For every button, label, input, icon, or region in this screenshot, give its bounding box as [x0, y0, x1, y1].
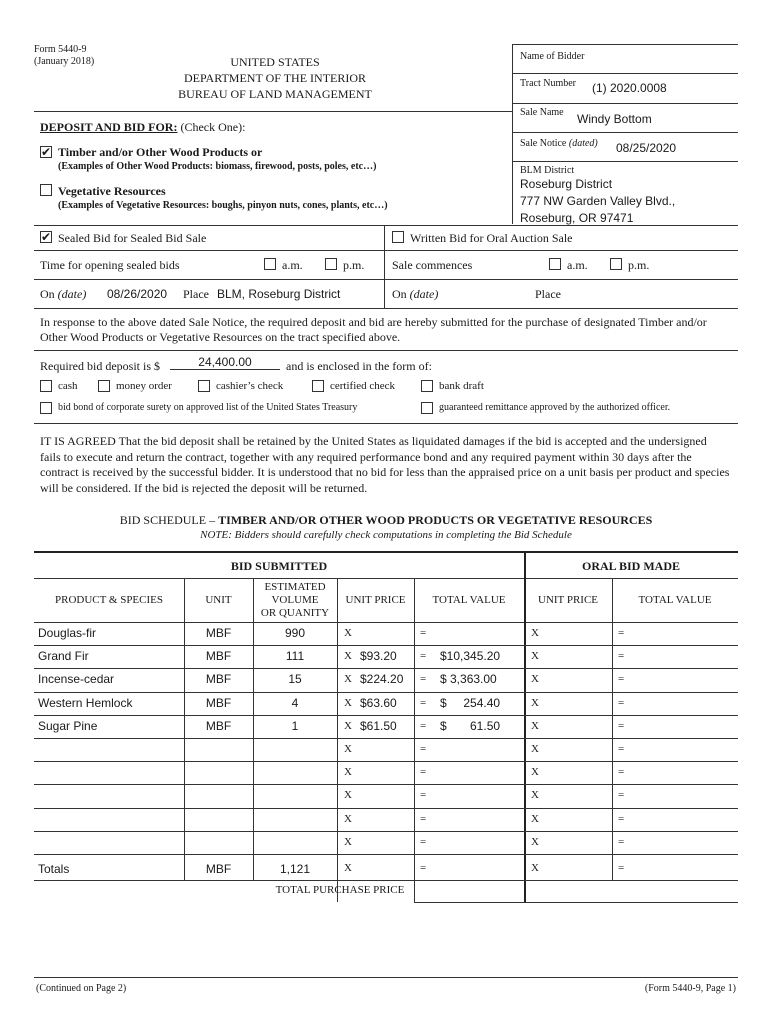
time-opening-label: Time for opening sealed bids — [40, 258, 180, 272]
totals-eq-mark: = — [420, 862, 427, 874]
guaranteed-remittance-label: guaranteed remittance approved by the authorized officer. — [439, 402, 671, 413]
opening-am-checkbox[interactable] — [264, 258, 276, 270]
agreed-text: IT IS AGREED That the bid deposit shall be retained by the United States as liquidated damages if the bid is accepted and the undersigned fails to execute and return the contract, together with any required performance bond and any required payment within 30 days after the contract is received by the successful bidder. It is understood that no bid for less than the appraised price on a unit basis per product and species will be considered. If the bid is rejected the deposit will be returned. — [40, 434, 730, 495]
vegetative-examples: (Examples of Vegetative Resources: boughs, pinyon nuts, cones, plants, etc…) — [58, 200, 388, 211]
row-eq-mark: = — [420, 697, 427, 709]
opening-am-label: a.m. — [282, 258, 303, 272]
row-unit-price[interactable]: $93.20 — [360, 649, 397, 663]
commences-am-checkbox[interactable] — [549, 258, 561, 270]
col-unit-price-header: UNIT PRICE — [345, 594, 406, 606]
col-total-value-header: TOTAL VALUE — [432, 594, 506, 606]
col-volume-line-1: ESTIMATED — [264, 581, 326, 593]
row-total-value[interactable]: $ 3,363.00 — [440, 672, 497, 686]
totals-oral-x-mark: X — [531, 862, 539, 874]
row-x-mark: X — [344, 836, 352, 848]
sealed-bid-label: Sealed Bid for Sealed Bid Sale — [58, 231, 207, 245]
row-volume[interactable]: 1 — [291, 719, 299, 733]
row-x-mark: X — [344, 789, 352, 801]
totals-label: Totals — [38, 862, 70, 876]
totals-oral-eq-mark: = — [618, 862, 625, 874]
form-date: (January 2018) — [34, 56, 95, 67]
row-product[interactable]: Western Hemlock — [38, 696, 133, 710]
row-oral-eq-mark: = — [618, 789, 625, 801]
bidder-name-label: Name of Bidder — [520, 51, 585, 62]
row-eq-mark: = — [420, 789, 427, 801]
row-oral-x-mark: X — [531, 789, 539, 801]
opening-pm-checkbox[interactable] — [325, 258, 337, 270]
row-x-mark: X — [344, 673, 352, 685]
bidder-name-field[interactable] — [600, 51, 735, 67]
tract-number-field[interactable]: (1) 2020.0008 — [592, 81, 667, 95]
continued-note: (Continued on Page 2) — [36, 983, 127, 994]
deposit-heading-label: DEPOSIT AND BID FOR: — [40, 120, 178, 134]
row-oral-x-mark: X — [531, 673, 539, 685]
row-x-mark: X — [344, 627, 352, 639]
page-number: (Form 5440-9, Page 1) — [644, 983, 736, 994]
commences-pm-label: p.m. — [628, 258, 650, 272]
agency-line-1: UNITED STATES — [230, 55, 320, 69]
row-oral-x-mark: X — [531, 650, 539, 662]
cash-checkbox[interactable] — [40, 380, 52, 392]
cashiers-check-checkbox[interactable] — [198, 380, 210, 392]
bid-bond-label: bid bond of corporate surety on approved list of the United States Treasury — [58, 402, 358, 413]
schedule-title-prefix: BID SCHEDULE – — [119, 513, 216, 527]
schedule-note: NOTE: Bidders should carefully check computations in completing the Bid Schedule — [200, 529, 572, 541]
row-oral-eq-mark: = — [618, 650, 625, 662]
opening-pm-label: p.m. — [343, 258, 365, 272]
row-eq-mark: = — [420, 720, 427, 732]
money-order-label: money order — [116, 380, 172, 392]
row-volume[interactable]: 4 — [291, 696, 299, 710]
row-x-mark: X — [344, 720, 352, 732]
form-id: Form 5440-9 — [34, 44, 87, 55]
row-oral-eq-mark: = — [618, 627, 625, 639]
row-eq-mark: = — [420, 836, 427, 848]
col-product-header: PRODUCT & SPECIES — [55, 594, 163, 606]
col-unit-header: UNIT — [205, 594, 232, 606]
row-oral-x-mark: X — [531, 697, 539, 709]
sale-notice-date-field[interactable]: 08/25/2020 — [616, 141, 677, 155]
oral-bid-heading: ORAL BID MADE — [581, 559, 680, 573]
agency-line-2: DEPARTMENT OF THE INTERIOR — [183, 71, 367, 85]
row-eq-mark: = — [420, 627, 427, 639]
row-unit-price[interactable]: $61.50 — [360, 719, 397, 733]
commences-pm-checkbox[interactable] — [610, 258, 622, 270]
row-oral-eq-mark: = — [618, 673, 625, 685]
row-unit[interactable]: MBF — [205, 649, 232, 663]
required-deposit-field[interactable]: 24,400.00 — [170, 355, 280, 370]
row-unit[interactable]: MBF — [205, 696, 232, 710]
response-text: In response to the above dated Sale Notice, the required deposit and bid are hereby submitted for the purchase of designated Timber and/or Other Wood Products or Vegetative Resources on the tract specified above. — [40, 315, 707, 344]
row-eq-mark: = — [420, 650, 427, 662]
cashiers-check-label: cashier’s check — [216, 380, 284, 392]
col-volume-line-2: VOLUME — [271, 594, 319, 606]
row-eq-mark: = — [420, 813, 427, 825]
bid-bond-checkbox[interactable] — [40, 402, 52, 414]
row-oral-eq-mark: = — [618, 743, 625, 755]
row-eq-mark: = — [420, 673, 427, 685]
oral-auction-checkbox[interactable] — [392, 231, 404, 243]
district-line-1: Roseburg District — [520, 177, 613, 191]
place-label: Place — [183, 287, 209, 301]
row-eq-mark: = — [420, 766, 427, 778]
guaranteed-remittance-checkbox[interactable] — [421, 402, 433, 414]
sale-commences-label: Sale commences — [392, 258, 473, 272]
col-volume-header — [253, 581, 337, 620]
tract-number-label: Tract Number — [520, 78, 577, 89]
bid-submitted-heading: BID SUBMITTED — [230, 559, 328, 573]
row-x-mark: X — [344, 813, 352, 825]
row-oral-x-mark: X — [531, 813, 539, 825]
row-x-mark: X — [344, 766, 352, 778]
sale-notice-label: Sale Notice (dated) — [520, 138, 598, 149]
row-unit[interactable]: MBF — [205, 626, 232, 640]
row-oral-x-mark: X — [531, 720, 539, 732]
total-purchase-price-label: TOTAL PURCHASE PRICE — [275, 884, 405, 896]
place-label-oral: Place — [535, 287, 561, 301]
deposit-heading — [40, 120, 245, 135]
row-x-mark: X — [344, 697, 352, 709]
form-id-block — [34, 44, 94, 68]
row-oral-x-mark: X — [531, 766, 539, 778]
row-oral-x-mark: X — [531, 627, 539, 639]
bank-draft-label: bank draft — [439, 380, 484, 392]
row-oral-x-mark: X — [531, 836, 539, 848]
row-oral-x-mark: X — [531, 743, 539, 755]
row-total-value[interactable]: $10,345.20 — [440, 649, 501, 663]
timber-examples: (Examples of Other Wood Products: biomass, firewood, posts, poles, etc…) — [58, 161, 377, 172]
row-oral-eq-mark: = — [618, 766, 625, 778]
total-purchase-price-field[interactable] — [418, 882, 522, 900]
schedule-title — [34, 513, 738, 528]
row-total-value[interactable]: $ 254.40 — [440, 696, 501, 710]
on-date-label: On (date) — [40, 287, 87, 301]
row-unit[interactable]: MBF — [205, 672, 232, 686]
sealed-bid-checkbox[interactable]: ✔ — [41, 230, 52, 244]
sale-name-label: Sale Name — [520, 107, 564, 118]
row-eq-mark: = — [420, 743, 427, 755]
row-total-value[interactable]: $ 61.50 — [440, 719, 501, 733]
col-oral-unit-price-header: UNIT PRICE — [538, 594, 598, 606]
row-unit-price[interactable]: $63.60 — [360, 696, 397, 710]
row-oral-eq-mark: = — [618, 813, 625, 825]
row-x-mark: X — [344, 743, 352, 755]
sale-name-field[interactable]: Windy Bottom — [577, 112, 652, 126]
row-product[interactable]: Sugar Pine — [38, 719, 98, 733]
place-field[interactable]: BLM, Roseburg District — [217, 287, 341, 301]
schedule-title-bold: TIMBER AND/OR OTHER WOOD PRODUCTS OR VEGETATIVE RESOURCES — [218, 513, 653, 527]
bank-draft-checkbox[interactable] — [421, 380, 433, 392]
row-volume[interactable]: 990 — [284, 626, 306, 640]
row-volume[interactable]: 15 — [288, 672, 302, 686]
money-order-checkbox[interactable] — [98, 380, 110, 392]
certified-check-label: certified check — [330, 380, 396, 392]
row-product[interactable]: Douglas-fir — [38, 626, 97, 640]
deposit-heading-suffix: (Check One): — [180, 120, 246, 134]
vegetative-checkbox[interactable] — [40, 184, 52, 196]
row-oral-eq-mark: = — [618, 720, 625, 732]
certified-check-checkbox[interactable] — [312, 380, 324, 392]
row-x-mark: X — [344, 650, 352, 662]
required-deposit-label: Required bid deposit is $ — [40, 359, 160, 373]
totals-x-mark: X — [344, 862, 352, 874]
row-product[interactable]: Incense-cedar — [38, 672, 115, 686]
timber-checkbox[interactable]: ✔ — [41, 145, 52, 159]
district-line-2: 777 NW Garden Valley Blvd., — [520, 194, 676, 208]
col-oral-total-value-header: TOTAL VALUE — [638, 594, 712, 606]
totals-unit: MBF — [205, 862, 232, 876]
agency-heading — [150, 54, 400, 102]
on-date-label-oral: On (date) — [392, 287, 439, 301]
agency-line-3: BUREAU OF LAND MANAGEMENT — [178, 87, 372, 101]
row-oral-eq-mark: = — [618, 697, 625, 709]
commences-am-label: a.m. — [567, 258, 588, 272]
oral-auction-label: Written Bid for Oral Auction Sale — [410, 231, 573, 245]
row-volume[interactable]: 111 — [285, 649, 305, 663]
on-date-field[interactable]: 08/26/2020 — [107, 287, 168, 301]
totals-volume[interactable]: 1,121 — [279, 862, 311, 876]
cash-label: cash — [58, 380, 78, 392]
vegetative-label: Vegetative Resources — [58, 184, 166, 198]
district-line-3: Roseburg, OR 97471 — [520, 211, 634, 225]
row-oral-eq-mark: = — [618, 836, 625, 848]
row-product[interactable]: Grand Fir — [38, 649, 89, 663]
blm-district-label: BLM District — [520, 165, 575, 176]
col-volume-line-3: OR QUANITY — [260, 607, 330, 619]
required-deposit-suffix: and is enclosed in the form of: — [286, 359, 432, 373]
row-unit[interactable]: MBF — [205, 719, 232, 733]
timber-label: Timber and/or Other Wood Products or — [58, 145, 263, 159]
blm-district-field[interactable] — [520, 176, 675, 227]
row-unit-price[interactable]: $224.20 — [360, 672, 404, 686]
